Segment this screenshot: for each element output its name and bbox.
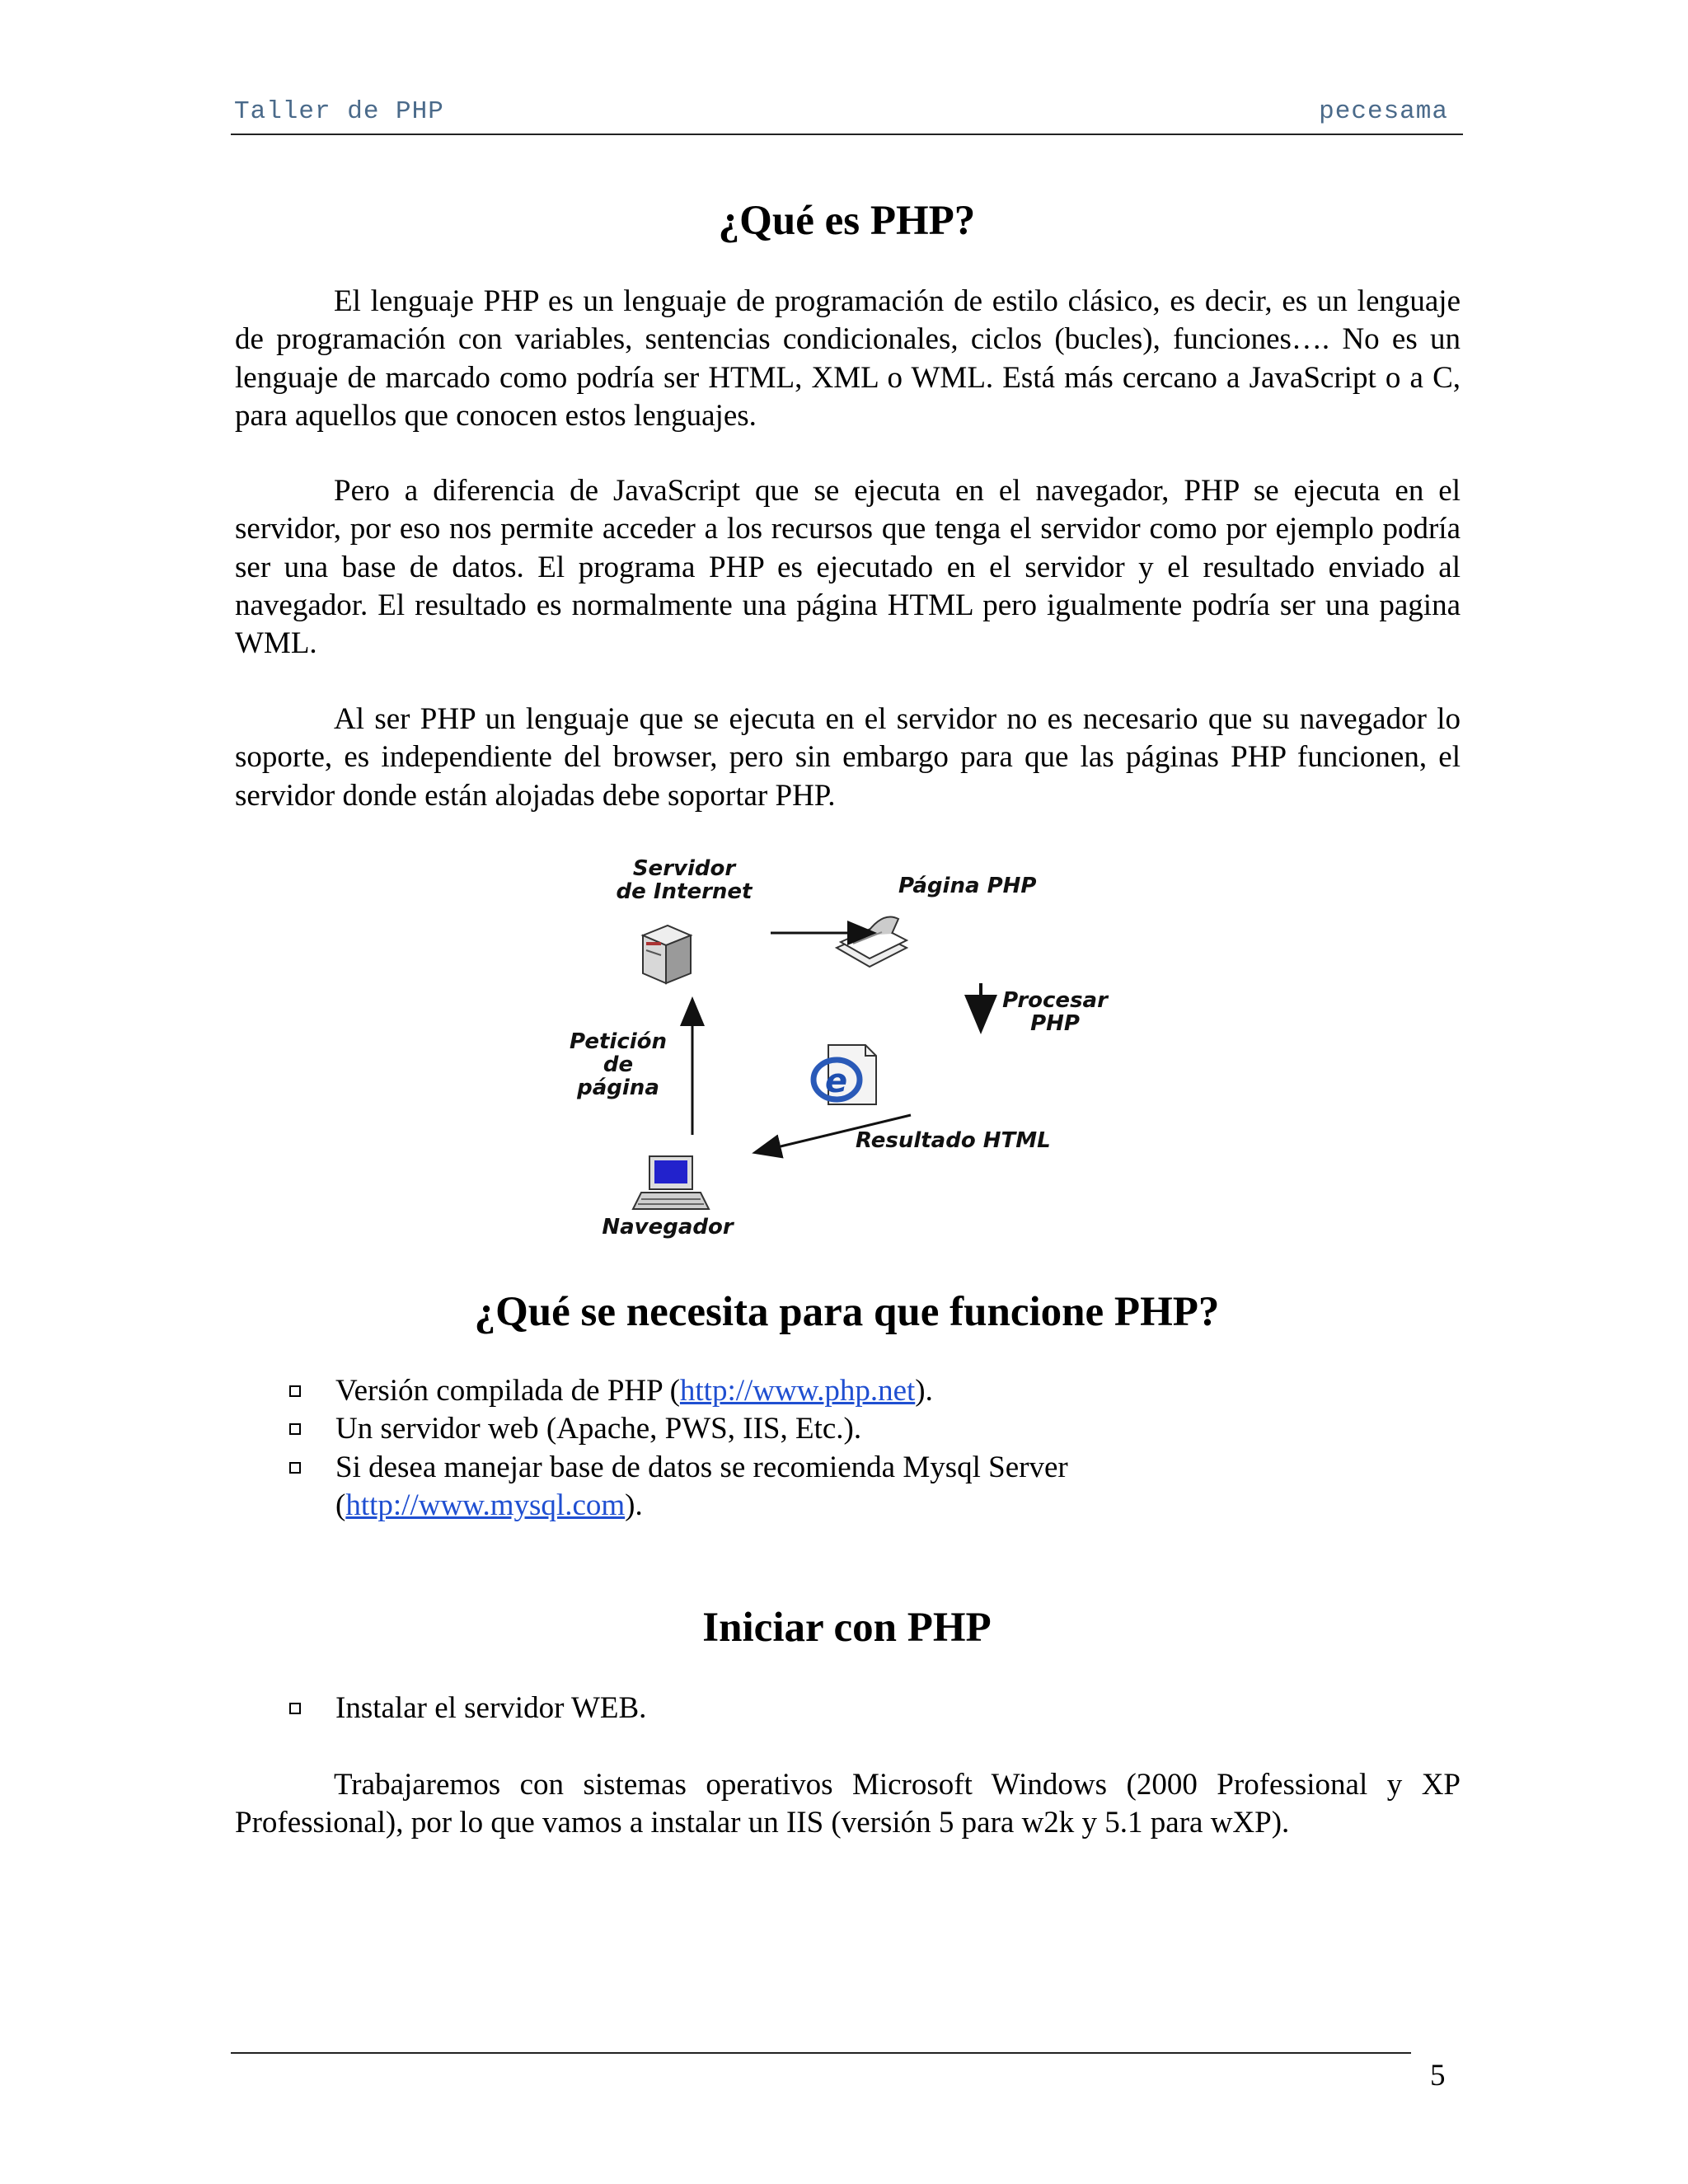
paragraph-3: Al ser PHP un lenguaje que se ejecuta en el servidor no es necesario que su navegador lo soporte, es independiente del browser, pero sin embargo para que las páginas PHP funcionen, el servidor donde están alojadas debe soportar PHP. [235, 702, 1461, 813]
list-item: Un servidor web (Apache, PWS, IIS, Etc.). [284, 1410, 1455, 1448]
server-icon [643, 926, 691, 983]
section-title-start-php: Iniciar con PHP [702, 1605, 992, 1651]
list-item: Si desea manejar base de datos se recomienda Mysql Server (http://www.mysql.com). [284, 1449, 1455, 1526]
section-title-what-is-php: ¿Qué es PHP? [718, 198, 976, 244]
label-request: Petición de página [569, 1029, 668, 1100]
list-item: Instalar el servidor WEB. [284, 1690, 1455, 1727]
requirements-list [284, 1372, 1455, 1525]
ie-document-icon [814, 1045, 876, 1104]
label-result-html: Resultado HTML [856, 1128, 1051, 1153]
page-number: 5 [1430, 2059, 1446, 2093]
checkbox-bullet-icon [289, 1423, 301, 1435]
header-author: pecesama [1319, 97, 1448, 126]
list-item: Versión compilada de PHP (http://www.php.net). [284, 1372, 1455, 1410]
mysql-com-link[interactable]: http://www.mysql.com [345, 1488, 626, 1522]
label-server: Servidor de Internet [616, 856, 753, 904]
checkbox-bullet-icon [289, 1703, 301, 1714]
document-stack-icon [837, 917, 907, 968]
start-list [284, 1690, 1455, 1727]
computer-icon [633, 1156, 709, 1209]
checkbox-bullet-icon [289, 1462, 301, 1474]
paragraph-1: El lenguaje PHP es un lenguaje de programación de estilo clásico, es decir, es un lenguaje de programación con variables, sentencias condicionales, ciclos (bucles), funciones…. No es un lenguaje de marcado como podría ser HTML, XML o WML. Está más cercano a JavaScript o a C, para aquellos que conocen estos lenguajes. [235, 284, 1461, 433]
page-header [231, 92, 1463, 135]
footer-divider [231, 2052, 1411, 2054]
header-title: Taller de PHP [234, 97, 444, 126]
label-php-page: Página PHP [898, 874, 1037, 898]
label-browser: Navegador [602, 1215, 734, 1240]
svg-text:e: e [825, 1062, 848, 1100]
php-flow-diagram [544, 853, 1154, 1257]
section-title-requirements: ¿Qué se necesita para que funcione PHP? [474, 1289, 1220, 1335]
checkbox-bullet-icon [289, 1385, 301, 1397]
paragraph-2: Pero a diferencia de JavaScript que se ejecuta en el navegador, PHP se ejecuta en el servidor, por eso nos permite acceder a los recursos que tenga el servidor como por ejemplo podría ser una base de datos. El programa PHP es ejecutado en el servidor y el resultado enviado al navegador. El resultado es normalmente una página HTML pero igualmente podría ser una pagina WML. [235, 474, 1461, 661]
paragraph-windows: Trabajaremos con sistemas operativos Microsoft Windows (2000 Professional y XP Professional), por lo que vamos a instalar un IIS (versión 5 para w2k y 5.1 para wXP). [235, 1768, 1461, 1840]
php-net-link[interactable]: http://www.php.net [679, 1374, 916, 1408]
label-process-php: Procesar PHP [1002, 988, 1108, 1036]
